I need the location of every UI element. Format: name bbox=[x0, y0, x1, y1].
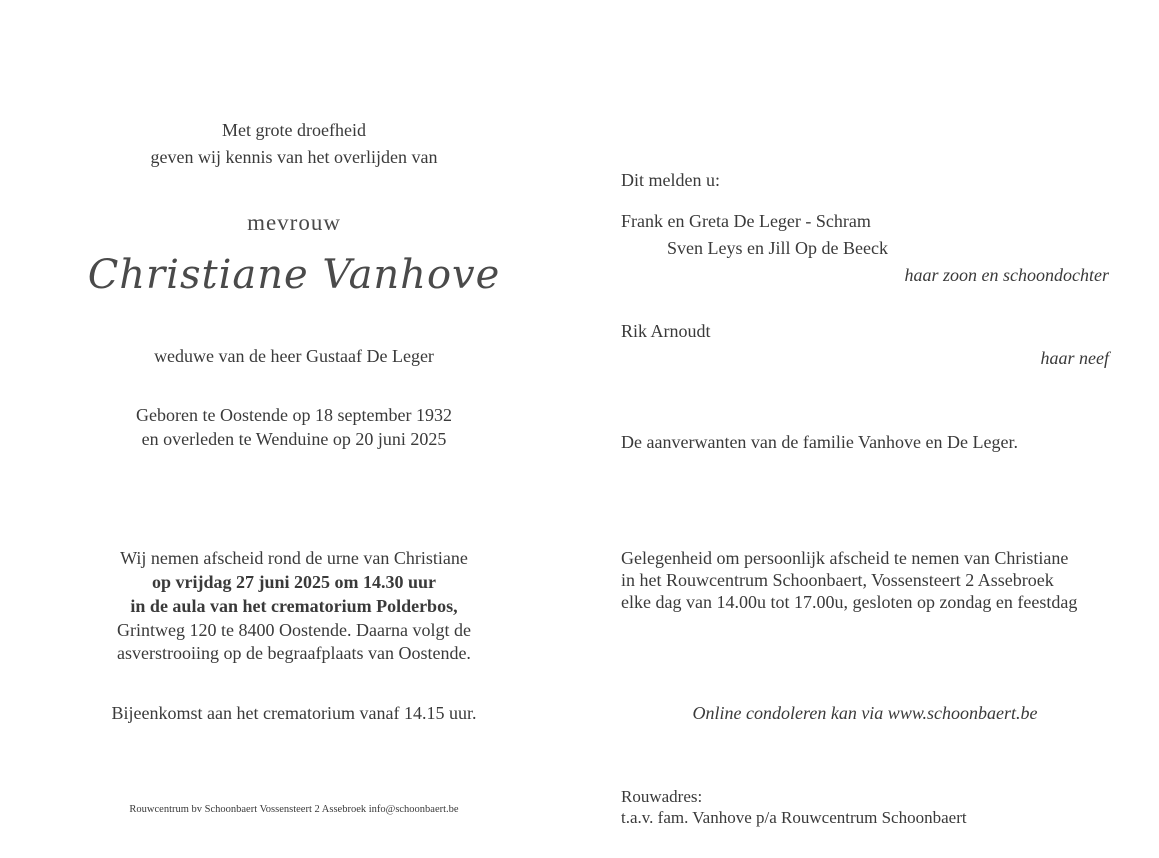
relatives-line: De aanverwanten van de familie Vanhove en De Leger. bbox=[621, 432, 1018, 452]
family-2-name: Rik Arnoudt bbox=[621, 321, 711, 341]
announce-line: Dit melden u: bbox=[621, 170, 720, 190]
farewell-line-1: Wij nemen afscheid rond de urne van Christiane bbox=[120, 548, 468, 568]
online-condolence: Online condoleren kan via www.schoonbaert.be bbox=[692, 703, 1038, 723]
visit-line-3: elke dag van 14.00u tot 17.00u, gesloten op zondag en feestdag bbox=[621, 592, 1078, 612]
farewell-line-4: Grintweg 120 te 8400 Oostende. Daarna volgt de bbox=[117, 620, 471, 640]
died-line: en overleden te Wenduine op 20 juni 2025 bbox=[141, 429, 447, 449]
family-1-line-1: Frank en Greta De Leger - Schram bbox=[621, 211, 871, 231]
family-1-relation: haar zoon en schoondochter bbox=[904, 265, 1109, 285]
family-1-line-2: Sven Leys en Jill Op de Beeck bbox=[667, 238, 888, 258]
gathering-line: Bijeenkomst aan het crematorium vanaf 14.15 uur. bbox=[111, 703, 477, 723]
visit-line-1: Gelegenheid om persoonlijk afscheid te nemen van Christiane bbox=[621, 548, 1069, 568]
address-line: t.a.v. fam. Vanhove p/a Rouwcentrum Schoonbaert bbox=[621, 808, 967, 827]
farewell-date-time: op vrijdag 27 juni 2025 om 14.30 uur bbox=[151, 572, 437, 592]
widow-line: weduwe van de heer Gustaaf De Leger bbox=[154, 346, 434, 366]
born-line: Geboren te Oostende op 18 september 1932 bbox=[136, 405, 452, 425]
farewell-line-5: asverstrooiing op de begraafplaats van Oostende. bbox=[117, 643, 471, 663]
deceased-name: Christiane Vanhove bbox=[87, 252, 501, 298]
family-2-relation: haar neef bbox=[1040, 348, 1109, 368]
footer-funeral-home: Rouwcentrum bv Schoonbaert Vossensteert 2 Assebroek info@schoonbaert.be bbox=[129, 804, 459, 815]
farewell-location: in de aula van het crematorium Polderbos, bbox=[130, 596, 458, 616]
address-label: Rouwadres: bbox=[621, 787, 703, 806]
title-word: mevrouw bbox=[247, 210, 341, 235]
visit-line-2: in het Rouwcentrum Schoonbaert, Vossensteert 2 Assebroek bbox=[621, 570, 1054, 590]
intro-line-2: geven wij kennis van het overlijden van bbox=[150, 147, 438, 167]
intro-line-1: Met grote droefheid bbox=[222, 120, 366, 140]
